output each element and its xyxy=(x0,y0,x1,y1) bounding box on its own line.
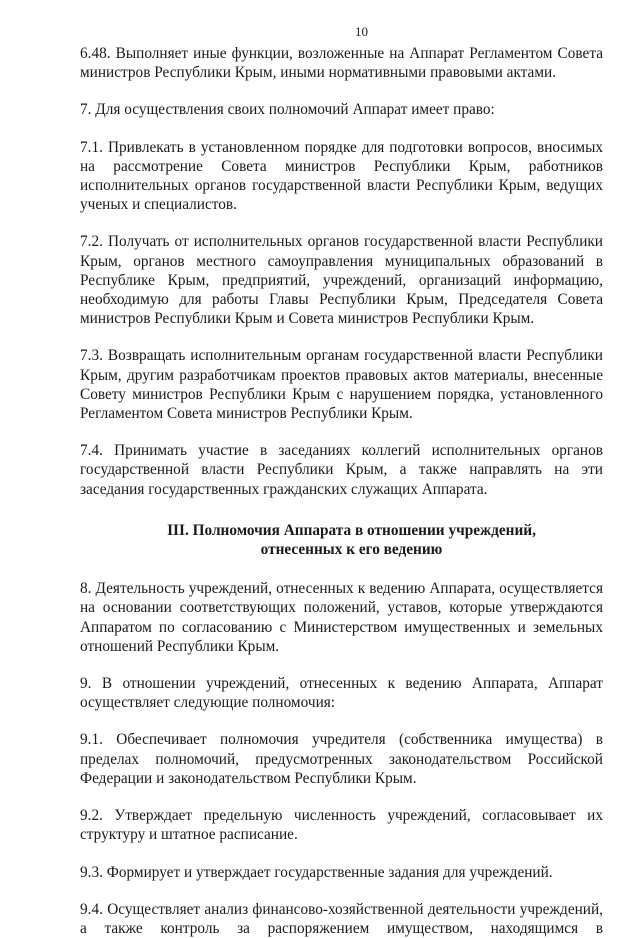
section-title-line-2: отнесенных к его ведению xyxy=(260,541,443,559)
paragraph-9-2: 9.2. Утверждает предельную численность учреждений, согласовывает их структуру и штатное расписание. xyxy=(80,807,603,844)
paragraph-7-1: 7.1. Привлекать в установленном порядке для подготовки вопросов, вносимых на рассмотрение Совета министров Республики Крым, работников исполнительных органов государственной власти Республики Крым, ведущих ученых и специалистов. xyxy=(80,138,603,214)
page-number: 10 xyxy=(355,24,368,39)
paragraph-7-2: 7.2. Получать от исполнительных органов государственной власти Республики Крым, органов местного самоуправления муниципальных образований в Республике Крым, предприятий, учреждений, организаций информацию, необходимую для работы Главы Республики Крым, Председателя Совета министров Республики Крым и Совета министров Республики Крым. xyxy=(80,233,603,328)
paragraph-7-3: 7.3. Возвращать исполнительным органам государственной власти Республики Крым, другим разработчикам проектов правовых актов материалы, внесенные Совету министров Республики Крым с нарушением порядка, установленного Регламентом Совета министров Республики Крым. xyxy=(80,347,603,423)
paragraph-9-4: 9.4. Осуществляет анализ финансово-хозяйственной деятельности учреждений, а также контроль за распоряжением имуществом, находящимся в xyxy=(80,900,603,937)
paragraph-8: 8. Деятельность учреждений, отнесенных к ведению Аппарата, осуществляется на основании соответствующих положений, уставов, которые утверждаются Аппаратом по согласованию с Министерством имущественных и земельных отношений Республики Крым. xyxy=(80,580,603,655)
paragraph-7: 7. Для осуществления своих полномочий Аппарат имеет право: xyxy=(80,101,495,119)
paragraph-9-1: 9.1. Обеспечивает полномочия учредителя (собственника имущества) в пределах полномочий, предусмотренных законодательством Российской Федерации и законодательством Республики Крым. xyxy=(80,731,603,787)
section-title xyxy=(80,521,603,559)
paragraph-7-4: 7.4. Принимать участие в заседаниях коллегий исполнительных органов государственной власти Республики Крым, а также направлять на эти заседания государственных гражданских служащих Аппарата. xyxy=(80,442,603,498)
paragraph-9-3: 9.3. Формирует и утверждает государственные задания для учреждений. xyxy=(80,863,553,881)
section-title-line-1: III. Полномочия Аппарата в отношении учреждений, xyxy=(167,521,536,539)
paragraph-6-48: 6.48. Выполняет иные функции, возложенные на Аппарат Регламентом Совета министров Республики Крым, иными нормативными правовыми актами. xyxy=(80,45,603,82)
paragraph-9: 9. В отношении учреждений, отнесенных к ведению Аппарата, Аппарат осуществляет следующие полномочия: xyxy=(80,675,603,712)
